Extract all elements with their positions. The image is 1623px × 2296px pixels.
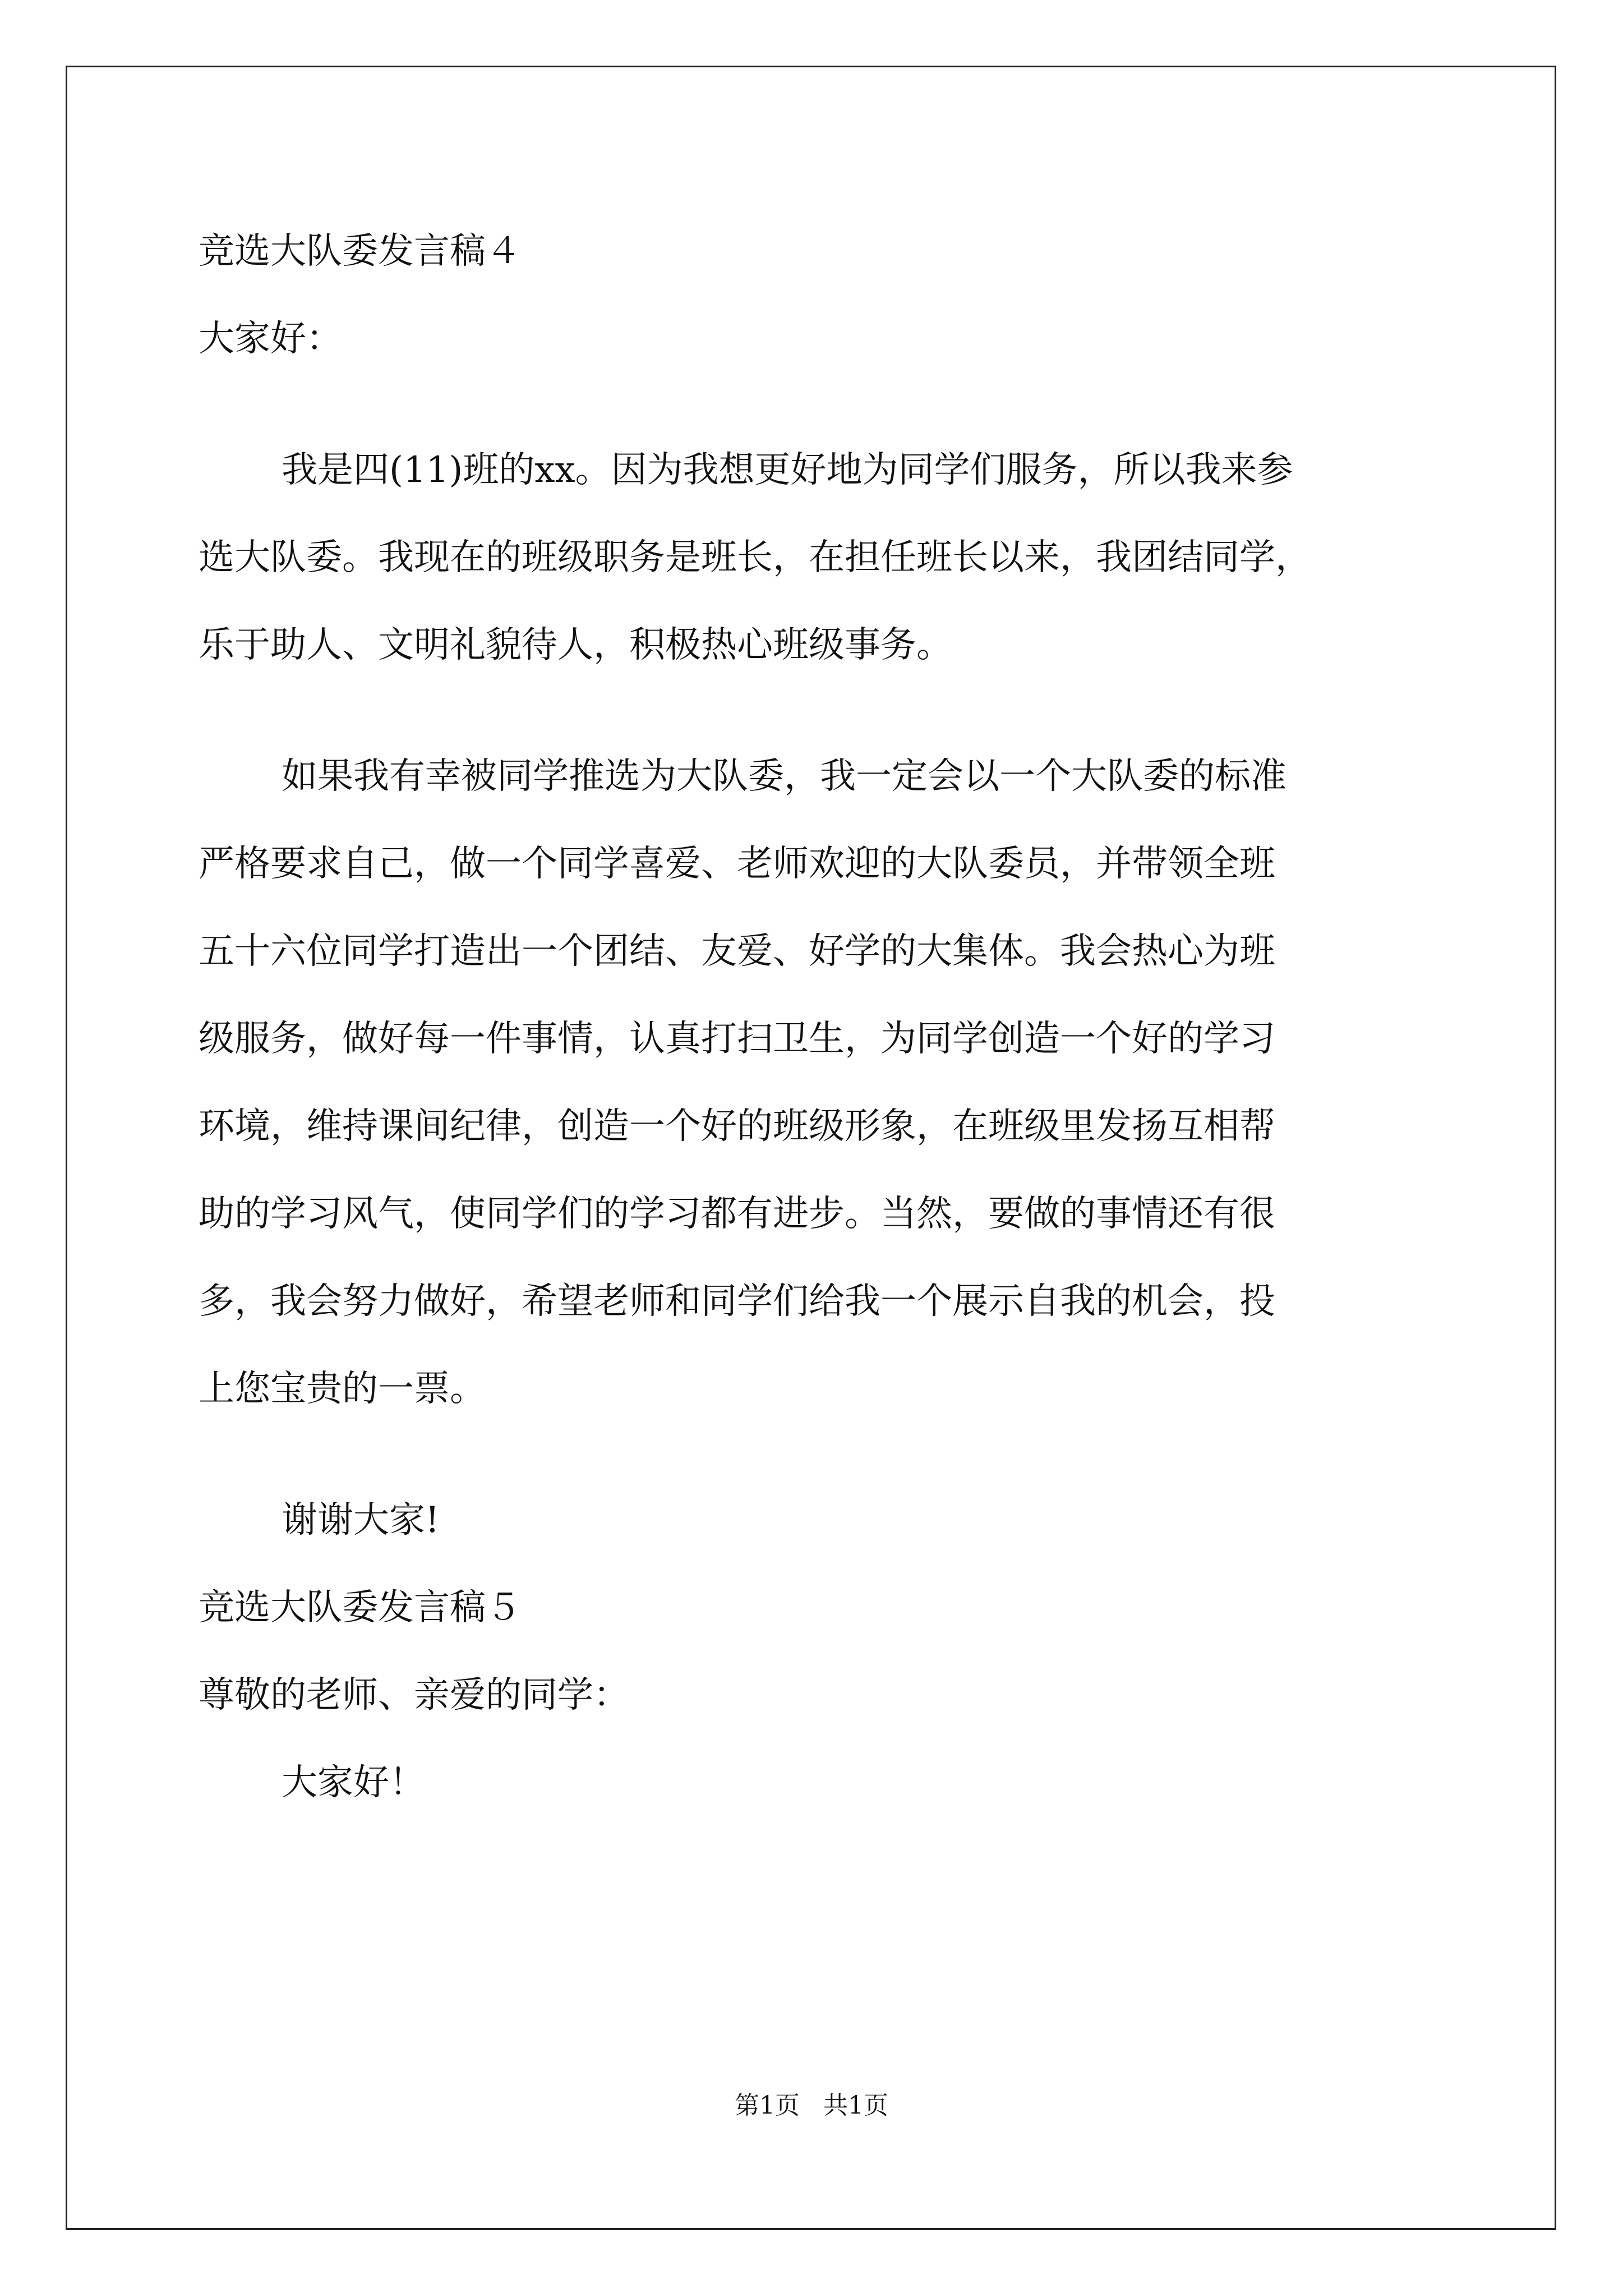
paragraph-2-line-2: 严格要求自己，做一个同学喜爱、老师欢迎的大队委员，并带领全班 xyxy=(199,843,1275,885)
paragraph-2-line-6: 助的学习风气，使同学们的学习都有进步。当然，要做的事情还有很 xyxy=(199,1193,1275,1235)
speech-4-greeting: 大家好： xyxy=(199,318,342,360)
speech-4-title: 竞选大队委发言稿４ xyxy=(199,231,522,272)
speech-5-salutation: 尊敬的老师、亲爱的同学： xyxy=(199,1674,629,1716)
paragraph-2-line-1: 如果我有幸被同学推选为大队委，我一定会以一个大队委的标准 xyxy=(282,756,1287,797)
thanks-line: 谢谢大家! xyxy=(282,1499,440,1541)
paragraph-2-line-7: 多，我会努力做好，希望老师和同学们给我一个展示自我的机会，投 xyxy=(199,1281,1275,1322)
paragraph-1-line-3: 乐于助人、文明礼貌待人，积极热心班级事务。 xyxy=(199,624,952,666)
speech-5-title: 竞选大队委发言稿５ xyxy=(199,1587,522,1628)
page-footer: 第1页 共1页 xyxy=(735,2091,888,2120)
paragraph-2-line-5: 环境，维持课间纪律，创造一个好的班级形象，在班级里发扬互相帮 xyxy=(199,1106,1275,1147)
speech-5-greeting: 大家好！ xyxy=(282,1762,425,1803)
paragraph-2-line-3: 五十六位同学打造出一个团结、友爱、好学的大集体。我会热心为班 xyxy=(199,931,1275,972)
paragraph-1-line-1: 我是四(11)班的xx。因为我想更好地为同学们服务，所以我来参 xyxy=(282,449,1293,491)
paragraph-2-line-4: 级服务，做好每一件事情，认真打扫卫生，为同学创造一个好的学习 xyxy=(199,1018,1275,1060)
paragraph-1-line-2: 选大队委。我现在的班级职务是班长，在担任班长以来，我团结同学， xyxy=(199,537,1311,578)
paragraph-2-line-8: 上您宝贵的一票。 xyxy=(199,1368,486,1410)
